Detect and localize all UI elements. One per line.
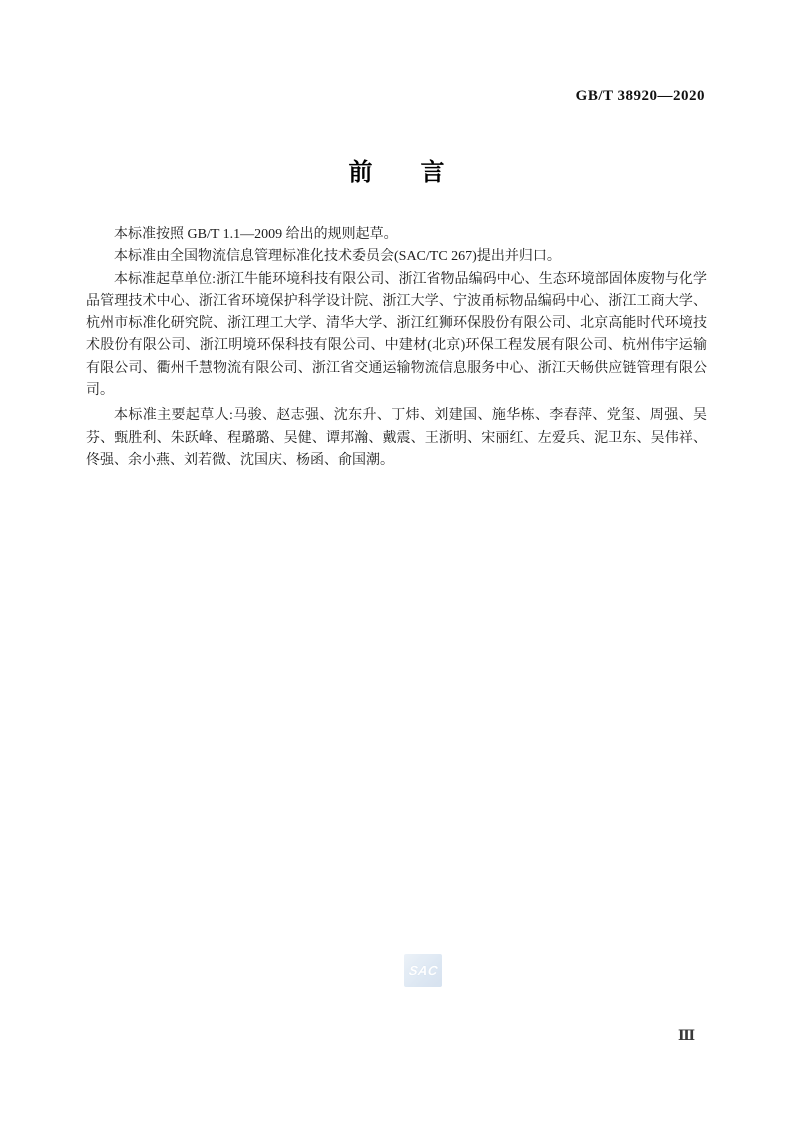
standard-code: GB/T 38920—2020	[575, 88, 705, 104]
foreword-body	[86, 224, 707, 472]
sac-watermark-logo	[404, 954, 442, 987]
paragraph-main-drafters: 本标准主要起草人:马骏、赵志强、沈东升、丁炜、刘建国、施华栋、李春萍、党玺、周强、吴芬、甄胜利、朱跃峰、程璐璐、吴健、谭邦瀚、戴震、王浙明、宋丽红、左爱兵、泥卫东、吴伟祥、佟强、余小燕、刘若微、沈国庆、杨函、俞国潮。	[86, 408, 707, 468]
paragraph-drafting-organizations: 本标准起草单位:浙江牛能环境科技有限公司、浙江省物品编码中心、生态环境部固体废物与化学品管理技术中心、浙江省环境保护科学设计院、浙江大学、宁波甬标物品编码中心、浙江工商大学、杭州市标准化研究院、浙江理工大学、清华大学、浙江红狮环保股份有限公司、北京高能时代环境技术股份有限公司、浙江明境环保科技有限公司、中建材(北京)环保工程发展有限公司、杭州伟宇运输有限公司、衢州千慧物流有限公司、浙江省交通运输物流信息服务中心、浙江天畅供应链管理有限公司。	[86, 271, 707, 399]
sac-watermark-text: SAC	[407, 963, 439, 978]
paragraph-drafting-rules: 本标准按照 GB/T 1.1—2009 给出的规则起草。	[114, 227, 398, 242]
page-number: Ⅲ	[677, 1029, 695, 1044]
paragraph-proposing-committee: 本标准由全国物流信息管理标准化技术委员会(SAC/TC 267)提出并归口。	[114, 249, 561, 265]
foreword-title: 前 言	[348, 159, 445, 186]
